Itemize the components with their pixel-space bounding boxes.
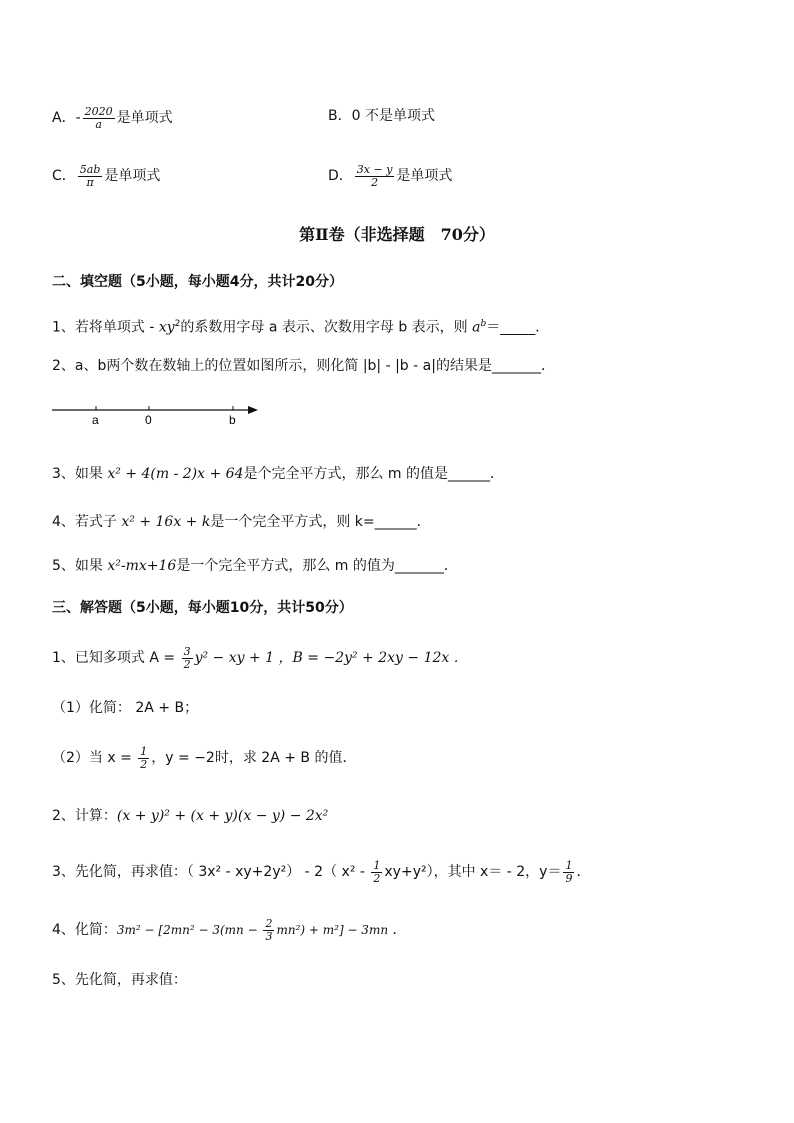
solve-q1-fraction: $\frac{3}{2}$	[183, 645, 191, 671]
solve-q4-fraction: $\frac{2}{3}$	[265, 917, 273, 943]
solve-q5: 5、先化简，再求值：	[52, 972, 187, 988]
label-b: b	[229, 413, 236, 427]
option-d-fraction: $\frac{3x - y}{2}$	[356, 163, 393, 189]
solve-q4: 4、化简：3m² − [2mn² − 3(mn − $\frac{2}{3}$ mn²) + m²] − 3mn ．	[52, 917, 407, 943]
option-a: A．- $\frac{2020}{a}$ 是单项式	[52, 105, 173, 131]
label-0: 0	[145, 413, 152, 427]
label-a: a	[92, 413, 99, 427]
fill-q1: 1、若将单项式 - $xy^2$的系数用字母 a 表示、次数用字母 b 表示，则 $a^b=\_\_\_\_\_$．	[52, 319, 550, 336]
solve-heading: 三、解答题（5小题，每小题10分，共计50分）	[52, 600, 353, 616]
arrow-icon	[248, 406, 258, 414]
fill-q4: 4、若式子 x² + 16x + k是一个完全平方式，则 k=______．	[52, 514, 431, 530]
fill-heading: 二、填空题（5小题，每小题4分，共计20分）	[52, 274, 343, 290]
solve-q1b-fraction: $\frac{1}{2}$	[140, 745, 148, 771]
solve-q1-part2: （2）当 x = $\frac{1}{2}$ ，y = −2时，求 2A + B 的值．	[52, 745, 357, 771]
option-b: B．0 不是单项式	[328, 108, 435, 124]
section-title: 第Ⅱ卷（非选择题 70分）	[299, 225, 495, 244]
fill-q2: 2、a、b两个数在数轴上的位置如图所示，则化简 |b| - |b - a|的结果是_______．	[52, 358, 555, 374]
solve-q3: 3、先化简，再求值：（ 3x² - xy+2y²） - 2（ x² - $\frac{1}{2}$ xy+y²），其中 x＝ - 2，y＝ $\frac{1}{9}$ ．	[52, 859, 591, 885]
option-d: D． $\frac{3x - y}{2}$ 是单项式	[328, 163, 453, 189]
option-c-fraction: $\frac{5ab}{\pi}$	[79, 163, 101, 189]
fill-q5: 5、如果 x²-mx+16是一个完全平方式，那么 m 的值为_______．	[52, 558, 458, 574]
solve-q3-fraction-a: $\frac{1}{2}$	[373, 859, 381, 885]
solve-q1-part1: （1）化简： 2A + B；	[52, 700, 199, 716]
option-a-fraction: $\frac{2020}{a}$	[84, 105, 113, 131]
number-line	[52, 398, 266, 428]
fill-q3: 3、如果 x² + 4(m - 2)x + 64是个完全平方式，那么 m 的值是______．	[52, 466, 505, 482]
option-c: C． $\frac{5ab}{\pi}$ 是单项式	[52, 163, 161, 189]
solve-q3-fraction-b: $\frac{1}{9}$	[565, 859, 573, 885]
solve-q1: 1、已知多项式 A = $\frac{3}{2}$ y² − xy + 1 ，B = −2y² + 2xy − 12x ．	[52, 645, 468, 671]
solve-q2: 2、计算：(x + y)² + (x + y)(x − y) − 2x²	[52, 808, 329, 824]
